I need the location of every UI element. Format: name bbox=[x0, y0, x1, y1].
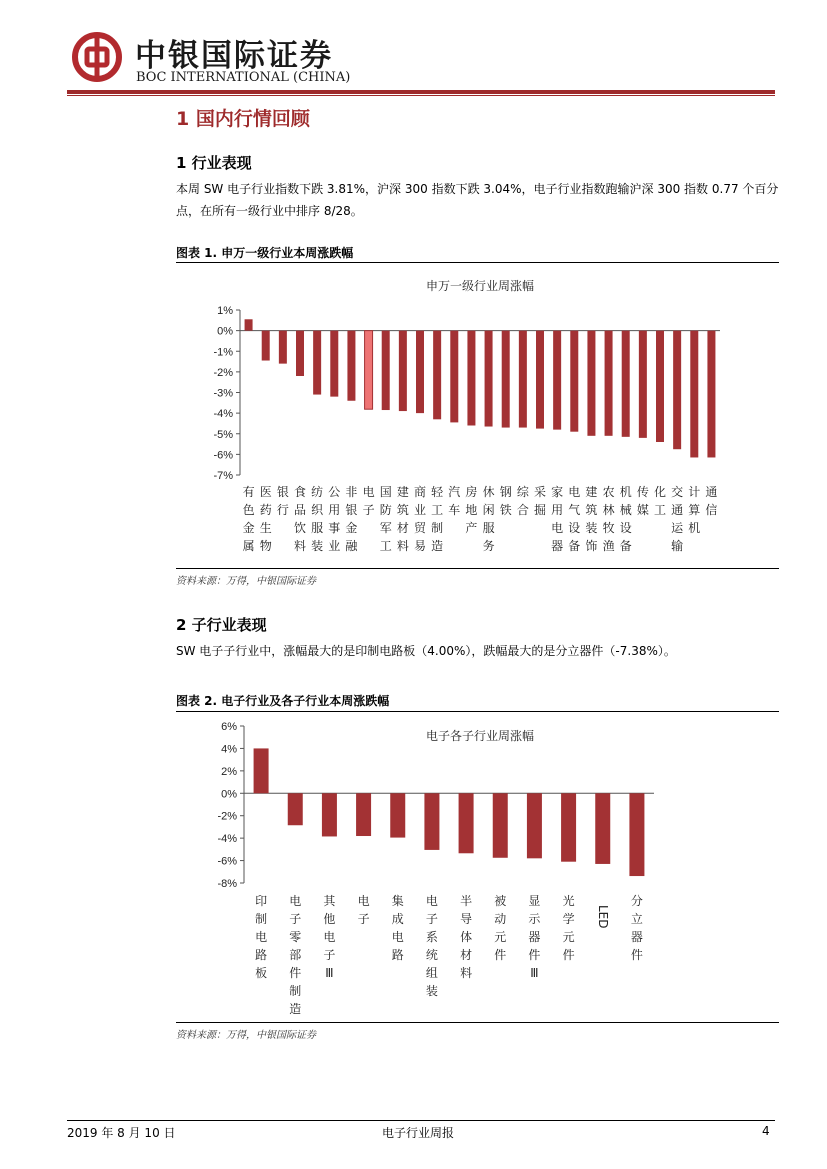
chart-bar bbox=[365, 331, 373, 410]
industry-paragraph: 本周 SW 电子行业指数下跌 3.81%，沪深 300 指数下跌 3.04%，电子行业指数跑输沪深 300 指数 0.77 个百分点，在所有一级行业中排序 8/28。 bbox=[176, 182, 779, 218]
chart-bar bbox=[288, 793, 303, 825]
y-tick-label: -6% bbox=[217, 855, 237, 868]
x-category-label: 银行 bbox=[276, 485, 289, 517]
y-tick-label: 0% bbox=[221, 788, 237, 801]
figure-1 bbox=[176, 263, 779, 568]
x-category-label: 计算机 bbox=[688, 485, 701, 535]
chart-bar bbox=[553, 331, 561, 430]
chart-bar bbox=[673, 331, 681, 450]
x-category-label: 电子 bbox=[362, 485, 375, 517]
chart-bar bbox=[262, 331, 270, 361]
x-category-label: 印制电路板 bbox=[255, 894, 268, 980]
x-category-label: LED bbox=[595, 905, 610, 929]
chart-bar bbox=[424, 793, 439, 850]
chart-bar bbox=[519, 331, 527, 428]
x-category-label: 汽车 bbox=[448, 485, 461, 517]
chart-electronics-sub-weekly bbox=[176, 712, 779, 1022]
chart-title: 电子各子行业周涨幅 bbox=[425, 729, 535, 743]
x-category-label: 分立器件 bbox=[630, 894, 643, 962]
y-tick-label: 1% bbox=[217, 305, 233, 317]
y-tick-label: -6% bbox=[213, 449, 233, 462]
x-category-label: 有色金属 bbox=[242, 485, 255, 553]
x-category-label: 光学元件 bbox=[562, 894, 575, 962]
chart-title: 申万一级行业周涨幅 bbox=[425, 279, 535, 293]
footer-date: 2019 年 8 月 10 日 bbox=[67, 1126, 176, 1140]
chart-bar bbox=[416, 331, 424, 414]
chart-bar bbox=[322, 793, 337, 836]
x-category-label: 机械设备 bbox=[619, 485, 632, 553]
chart-bar bbox=[254, 748, 269, 793]
subsection-title-industry: 1 行业表现 bbox=[176, 154, 252, 172]
x-category-label: 被动元件 bbox=[494, 894, 507, 962]
chart-bar bbox=[356, 793, 371, 836]
x-category-label: 电子系统组装 bbox=[425, 894, 438, 998]
x-category-label: 国防军工 bbox=[379, 485, 392, 553]
y-tick-label: -4% bbox=[213, 408, 233, 421]
chart-bar bbox=[493, 793, 508, 857]
chart-bar bbox=[450, 331, 458, 423]
y-tick-label: -7% bbox=[213, 470, 233, 482]
chart-bar bbox=[347, 331, 355, 401]
chart-bar bbox=[605, 331, 613, 436]
chart-bar bbox=[390, 793, 405, 837]
x-category-label: 综合 bbox=[516, 485, 529, 517]
section-title: 1 国内行情回顾 bbox=[176, 108, 310, 130]
y-tick-label: -4% bbox=[217, 833, 237, 846]
figure-2-title: 图表 2. 电子行业及各子行业本周涨跌幅 bbox=[176, 694, 390, 708]
x-category-label: 房地产 bbox=[465, 485, 478, 535]
x-category-label: 传媒 bbox=[636, 485, 649, 517]
page-number: 4 bbox=[762, 1124, 770, 1138]
y-tick-label: 6% bbox=[221, 721, 237, 733]
header-divider bbox=[67, 90, 775, 94]
chart-bar bbox=[595, 793, 610, 864]
x-category-label: 家用电器 bbox=[551, 485, 564, 553]
chart-bar bbox=[527, 793, 542, 858]
x-category-label: 食品饮料 bbox=[293, 485, 307, 553]
x-category-label: 纺织服装 bbox=[311, 485, 324, 553]
x-category-label: 交通运输 bbox=[671, 485, 684, 553]
x-category-label: 采掘 bbox=[533, 485, 547, 517]
chart-bar bbox=[433, 331, 441, 420]
figure-1-source: 资料来源：万得，中银国际证券 bbox=[176, 576, 316, 587]
chart-bar bbox=[467, 331, 475, 426]
chart-bar bbox=[561, 793, 576, 861]
chart-bar bbox=[639, 331, 647, 438]
y-tick-label: -8% bbox=[217, 878, 237, 890]
chart-bar bbox=[629, 793, 644, 876]
figure-2-bottom-rule bbox=[176, 1022, 779, 1023]
subindustry-paragraph: SW 电子子行业中，涨幅最大的是印制电路板（4.00%），跌幅最大的是分立器件（-7.38%）。 bbox=[176, 644, 676, 658]
footer-divider bbox=[67, 1120, 775, 1121]
y-tick-label: 4% bbox=[221, 743, 237, 756]
boc-logo-icon bbox=[72, 32, 122, 82]
footer-report-title: 电子行业周报 bbox=[382, 1126, 455, 1140]
chart-bar bbox=[279, 331, 287, 364]
x-category-label: 其他电子 Ⅲ bbox=[323, 894, 336, 980]
header-divider-thin bbox=[67, 95, 775, 96]
chart-bar bbox=[330, 331, 338, 397]
chart-bar bbox=[656, 331, 664, 442]
chart-bar bbox=[485, 331, 493, 427]
chart-bar bbox=[502, 331, 510, 428]
y-tick-label: -2% bbox=[217, 810, 237, 823]
x-category-label: 建筑装饰 bbox=[585, 485, 598, 553]
y-tick-label: -2% bbox=[213, 366, 233, 379]
y-tick-label: -5% bbox=[213, 428, 233, 441]
x-category-label: 休闲服务 bbox=[482, 485, 495, 553]
x-category-label: 建筑材料 bbox=[396, 485, 409, 553]
x-category-label: 化工 bbox=[653, 485, 667, 517]
figure-1-bottom-rule bbox=[176, 568, 779, 569]
chart-bar bbox=[536, 331, 544, 429]
figure-2-source: 资料来源：万得，中银国际证券 bbox=[176, 1030, 316, 1041]
x-category-label: 电气设备 bbox=[568, 485, 581, 553]
x-category-label: 非银金融 bbox=[345, 485, 358, 553]
y-tick-label: 0% bbox=[217, 325, 233, 338]
x-category-label: 半导体材料 bbox=[460, 894, 473, 980]
x-category-label: 轻工制造 bbox=[431, 485, 444, 553]
x-category-label: 电子 bbox=[357, 894, 370, 926]
chart-bar bbox=[382, 331, 390, 410]
chart-bar bbox=[570, 331, 578, 432]
x-category-label: 显示器件 Ⅲ bbox=[528, 894, 541, 980]
brand-name-cn: 中银国际证券 bbox=[135, 38, 333, 74]
brand-name-en: BOC INTERNATIONAL (CHINA) bbox=[136, 70, 351, 85]
y-tick-label: -3% bbox=[213, 387, 233, 400]
chart-bar bbox=[459, 793, 474, 853]
chart-bar bbox=[622, 331, 630, 437]
chart-bar bbox=[296, 331, 304, 376]
chart-bar bbox=[707, 331, 715, 458]
x-category-label: 钢铁 bbox=[499, 485, 512, 517]
y-tick-label: -1% bbox=[213, 346, 233, 359]
chart-bar bbox=[399, 331, 407, 411]
chart-sw-level1-weekly bbox=[176, 263, 779, 568]
y-tick-label: 2% bbox=[221, 765, 237, 778]
figure-1-title: 图表 1. 申万一级行业本周涨跌幅 bbox=[176, 246, 354, 260]
x-category-label: 农林牧渔 bbox=[602, 485, 615, 553]
chart-bar bbox=[690, 331, 698, 458]
chart-bar bbox=[313, 331, 321, 395]
chart-bar bbox=[245, 319, 253, 330]
x-category-label: 医药生物 bbox=[259, 485, 272, 553]
x-category-label: 电子零部件制造 bbox=[289, 894, 302, 1016]
subsection-title-subindustry: 2 子行业表现 bbox=[176, 616, 267, 634]
x-category-label: 商业贸易 bbox=[413, 485, 427, 553]
x-category-label: 集成电路 bbox=[391, 894, 404, 962]
x-category-label: 通信 bbox=[705, 485, 718, 517]
chart-bar bbox=[587, 331, 595, 436]
x-category-label: 公用事业 bbox=[328, 485, 341, 553]
figure-2 bbox=[176, 712, 779, 1022]
page-header bbox=[0, 0, 827, 100]
